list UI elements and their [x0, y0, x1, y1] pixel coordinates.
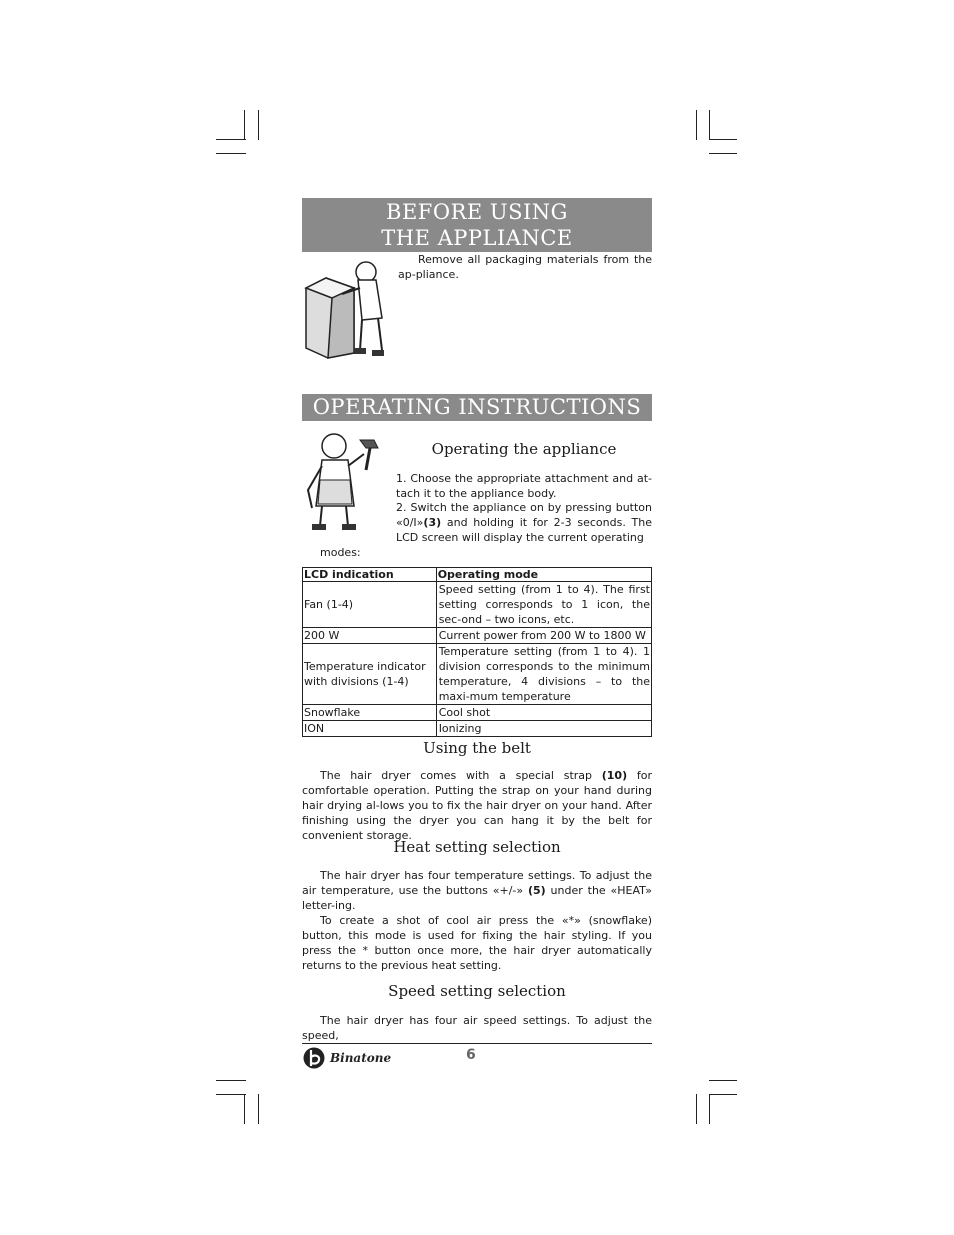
handyman-illustration — [302, 430, 394, 534]
lcd-table-container — [302, 567, 652, 737]
using-belt-heading: Using the belt — [423, 739, 531, 757]
crop-mark — [709, 110, 710, 140]
unpacking-illustration — [302, 258, 398, 364]
table-cell: Snowflake — [303, 705, 437, 721]
crop-mark — [696, 110, 697, 140]
table-cell: Temperature setting (from 1 to 4). 1 division corresponds to the minimum temperature, 4 divisions – to the maxi-mum temperature — [436, 644, 651, 705]
step-2-part-a: 2. Switch the appliance on by pressing button «0/I» — [396, 501, 652, 529]
table-cell: Temperature indicator with divisions (1-4) — [303, 644, 437, 705]
before-using-banner — [302, 198, 652, 252]
operating-instructions-banner: OPERATING INSTRUCTIONS — [302, 394, 652, 421]
crop-mark — [709, 153, 737, 154]
crop-mark — [216, 1094, 246, 1095]
crop-mark — [709, 1080, 737, 1081]
table-cell: Fan (1-4) — [303, 582, 437, 628]
heat-paragraph-1 — [302, 868, 652, 913]
heat-setting-heading: Heat setting selection — [393, 838, 561, 856]
crop-mark — [709, 1094, 710, 1124]
speed-paragraph: The hair dryer has four air speed settings. To adjust the speed, — [302, 1014, 652, 1042]
table-header-cell: LCD indication — [303, 568, 437, 582]
belt-text-a: The hair dryer comes with a special strap — [320, 769, 602, 782]
heat-text-a: The hair dryer has four temperature settings. To adjust the air temperature, use the buttons «+/-» — [302, 869, 652, 897]
crop-mark — [258, 1094, 259, 1124]
crop-mark — [216, 1080, 246, 1081]
table-cell: Speed setting (from 1 to 4). The first setting corresponds to 1 icon, the sec-ond – two icons, etc. — [436, 582, 651, 628]
crop-mark — [696, 1094, 697, 1124]
brand-name: Binatone — [330, 1051, 392, 1065]
step-2-text — [396, 500, 652, 545]
table-row — [303, 582, 652, 628]
step-2-part-b: (3) — [423, 516, 442, 529]
belt-paragraph — [302, 768, 652, 843]
step-2-part-c: and holding it for 2-3 seconds. The LCD screen will display the current operating — [396, 516, 652, 544]
crop-mark — [216, 153, 246, 154]
table-cell: ION — [303, 721, 437, 737]
table-cell: Cool shot — [436, 705, 651, 721]
footer-divider — [302, 1043, 652, 1044]
binatone-logo-icon — [302, 1046, 328, 1070]
heat-paragraph-2: To create a shot of cool air press the «*» (snowflake) button, this mode is used for fixing the hair styling. If you press the * button once more, the hair dryer automatically returns to the previous heat setting. — [302, 914, 652, 972]
crop-mark — [709, 139, 737, 140]
brand-logo — [302, 1046, 391, 1070]
heat-text-b: (5) — [527, 884, 546, 897]
step-1-text: 1. Choose the appropriate attachment and at-tach it to the appliance body. — [396, 472, 652, 500]
table-row — [303, 705, 652, 721]
crop-mark — [244, 110, 245, 140]
belt-text-c: for comfortable operation. Putting the strap on your hand during hair drying al-lows you to fix the hair dryer on your hand. After finishing using the dryer you can hang it by the belt for convenient storage. — [302, 769, 652, 842]
banner-line-2: THE APPLIANCE — [381, 226, 573, 250]
lcd-table — [302, 567, 652, 737]
table-cell: Ionizing — [436, 721, 651, 737]
heat-text-c: under the «HEAT» letter-ing. — [302, 884, 653, 912]
crop-mark — [258, 110, 259, 140]
table-cell: Current power from 200 W to 1800 W — [436, 628, 651, 644]
belt-text-b: (10) — [601, 769, 628, 782]
table-row — [303, 721, 652, 737]
page-number: 6 — [466, 1047, 476, 1063]
table-cell: 200 W — [303, 628, 437, 644]
table-row — [303, 628, 652, 644]
table-row — [303, 644, 652, 705]
crop-mark — [709, 1094, 737, 1095]
crop-mark — [244, 1094, 245, 1124]
remove-packaging-text: Remove all packaging materials from the ap-pliance. — [398, 253, 652, 281]
step-2-continued: modes: — [320, 546, 361, 559]
speed-setting-heading: Speed setting selection — [388, 982, 566, 1000]
banner-line-1: BEFORE USING — [386, 200, 568, 224]
table-header-row — [303, 568, 652, 582]
operating-appliance-heading: Operating the appliance — [431, 440, 617, 458]
crop-mark — [216, 139, 246, 140]
table-header-cell: Operating mode — [436, 568, 651, 582]
